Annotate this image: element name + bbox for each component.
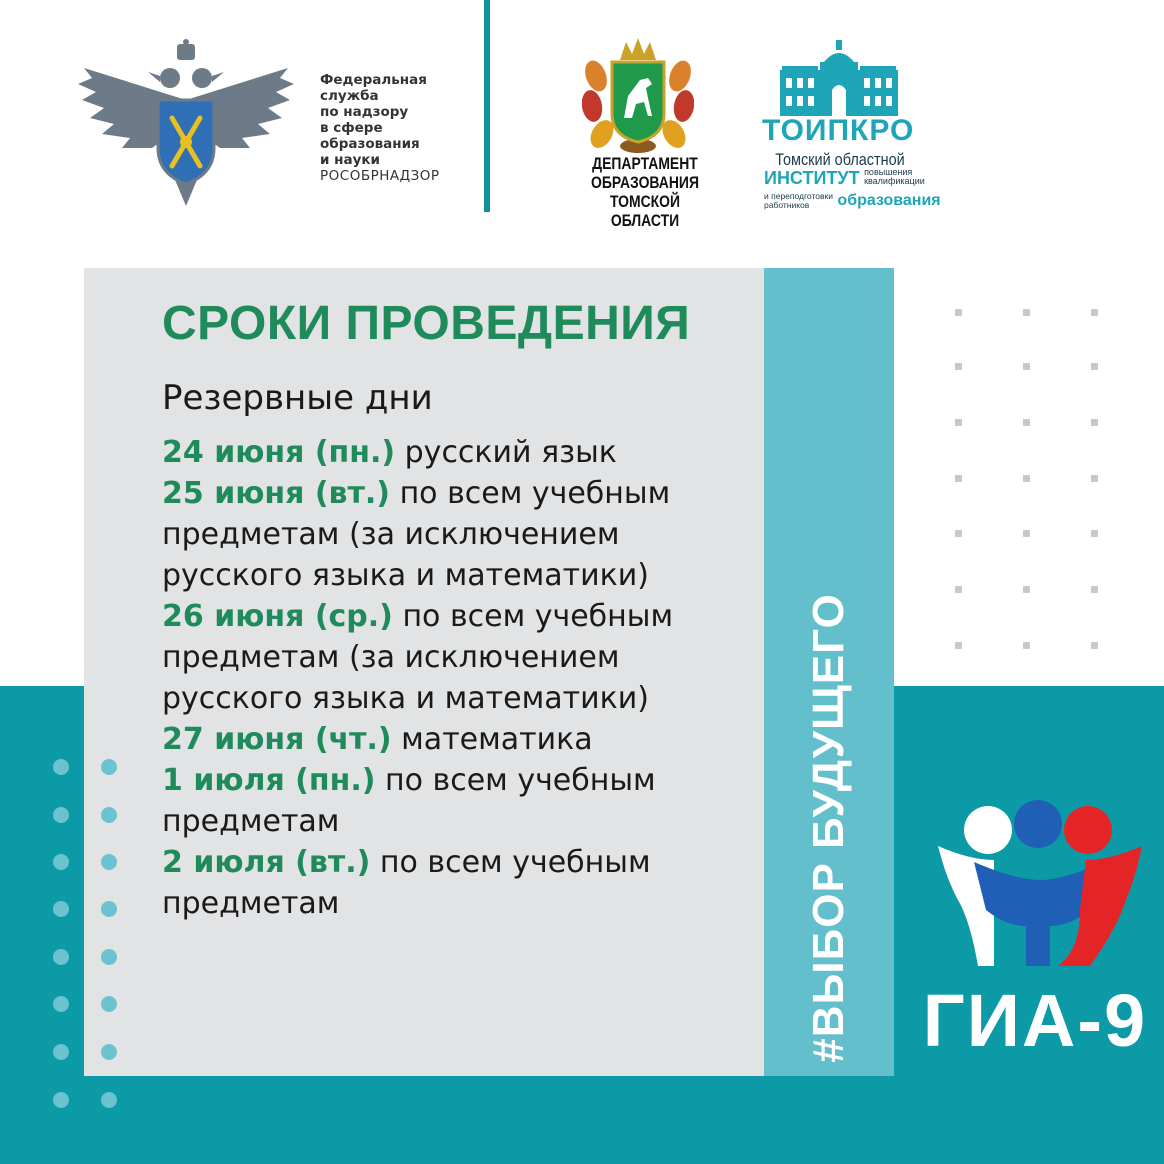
toipkro-line1: Томский областной [775,150,905,169]
toipkro-qual-b: квалификации [864,176,925,186]
gray-dot [1023,309,1030,316]
toipkro-retrain-a: и переподготовки [764,191,833,201]
rosobrnadzor-emblem-icon [74,38,298,208]
page-title: СРОКИ ПРОВЕДЕНИЯ [162,297,691,350]
entry-text: по всем учебным предметам (за исключением русского языка и математики) [162,476,671,593]
gray-dot [1023,363,1030,370]
toipkro-retrain-b: работников [764,199,810,210]
rosobrnadzor-line: служба [320,88,379,104]
gia-label: ГИА-9 [922,979,1148,1062]
hashtag-vertical [764,268,894,1076]
department-name [575,154,714,230]
gray-dot [1023,419,1030,426]
gray-dot [1091,586,1098,593]
gray-dot [955,475,962,482]
gray-dot [1023,642,1030,649]
schedule-entry [162,760,762,842]
schedule-entry [162,842,762,924]
toipkro-education: образования [837,192,941,209]
rosobrnadzor-name [320,72,480,184]
gray-dot [1091,642,1098,649]
entry-text: по всем учебным предметам (за исключением русского языка и математики) [162,599,674,716]
toipkro-line3 [764,191,941,210]
toipkro-line2 [764,168,924,189]
header-divider [484,0,490,212]
gray-dot [1023,530,1030,537]
gray-dot [1023,475,1030,482]
toipkro-building-icon [780,40,898,116]
department-line: ДЕПАРТАМЕНТ [592,154,698,173]
schedule-entry [162,432,762,473]
entry-text: по всем учебным предметам [162,763,656,839]
toipkro-institute: ИНСТИТУТ [764,168,860,188]
entry-text: по всем учебным предметам [162,845,651,921]
gray-dot [955,363,962,370]
entry-date: 27 июня (чт.) [162,722,392,757]
rosobrnadzor-line: образования [320,136,420,152]
tomsk-coat-of-arms-icon [582,36,694,154]
entry-date: 1 июля (пн.) [162,763,376,798]
gray-dot [955,419,962,426]
gia-logo-icon [930,800,1150,972]
rosobrnadzor-line: по надзору [320,104,409,120]
hashtag-text: #ВЫБОР БУДУЩЕГО [804,593,853,1063]
toipkro-qual-a: повышения [864,167,913,177]
gray-dot [955,530,962,537]
gray-dot [1023,586,1030,593]
entry-date: 26 июня (ср.) [162,599,393,634]
gray-dot [955,642,962,649]
entry-date: 2 июля (вт.) [162,845,371,880]
gray-dot [955,309,962,316]
rosobrnadzor-line: в сфере [320,120,383,136]
schedule-list [162,432,762,924]
entry-text: математика [401,722,593,757]
schedule-entry [162,596,762,719]
toipkro-qualification [864,168,925,186]
gray-dot [1091,363,1098,370]
gray-dot [1091,475,1098,482]
schedule-entry [162,473,762,596]
gray-dot [1091,309,1098,316]
schedule-entry [162,719,762,760]
department-line: ТОМСКОЙ ОБЛАСТИ [609,192,681,230]
toipkro-retraining [764,192,833,209]
page-subtitle: Резервные дни [162,378,433,418]
entry-text: русский язык [404,435,617,470]
toipkro-abbr: ТОИПКРО [762,114,915,147]
entry-date: 24 июня (пн.) [162,435,396,470]
rosobrnadzor-line: Федеральная [320,72,427,88]
entry-date: 25 июня (вт.) [162,476,391,511]
rosobrnadzor-abbr: РОСОБРНАДЗОР [320,168,440,184]
rosobrnadzor-line: и науки [320,152,381,168]
gray-dot [1091,419,1098,426]
department-line: ОБРАЗОВАНИЯ [591,173,699,192]
gray-dot [955,586,962,593]
gray-dot [1091,530,1098,537]
